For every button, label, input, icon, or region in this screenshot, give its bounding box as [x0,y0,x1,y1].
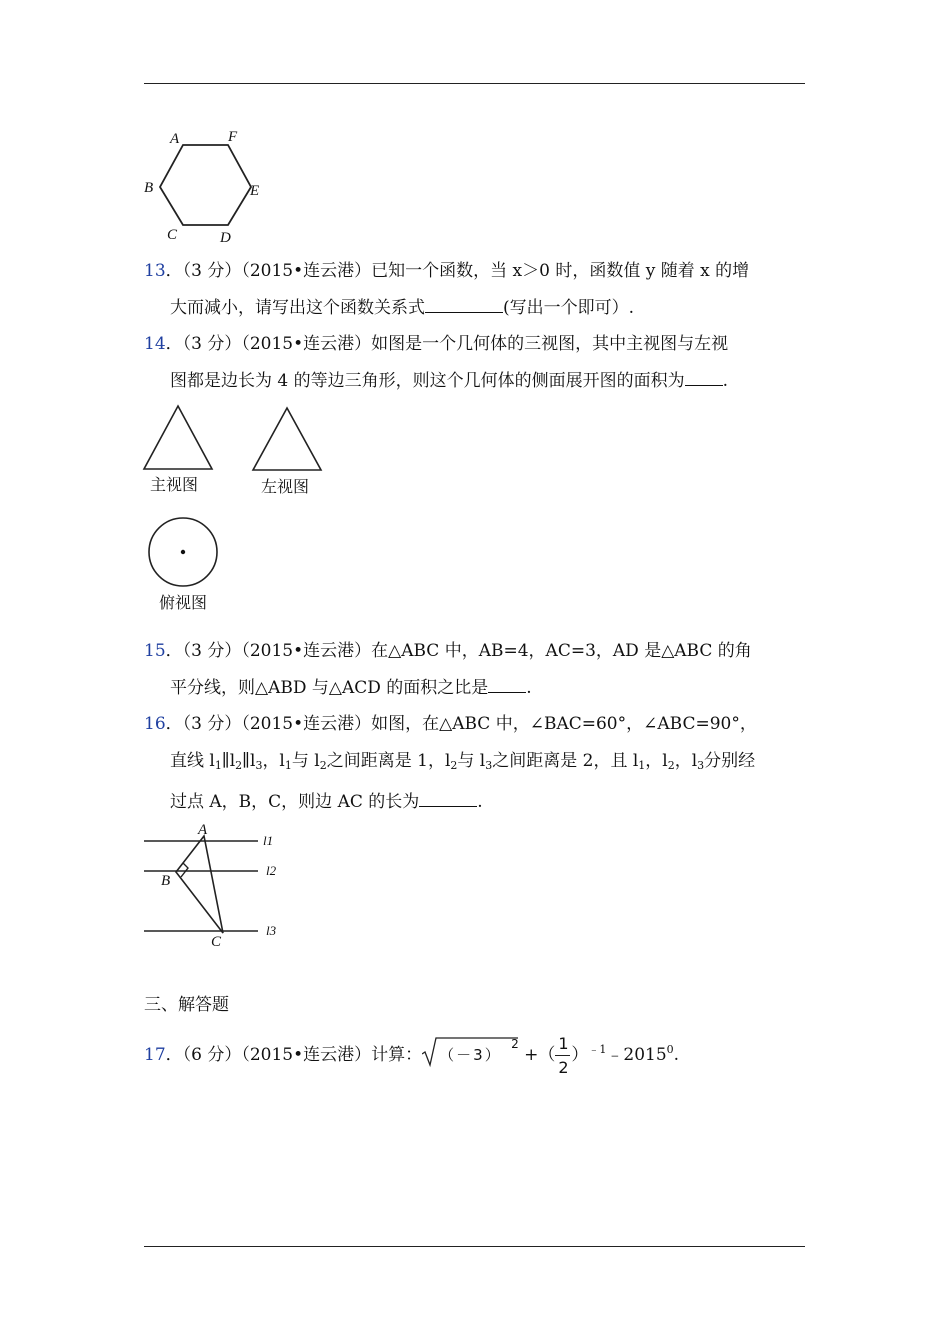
exponent: ﹣1 [588,1043,607,1056]
question-number: 13 [144,261,166,281]
sqrt-expression [422,1036,519,1073]
header-rule [144,83,805,84]
question-text: 过点 A，B，C，则边 AC 的长为 [170,792,420,812]
radicand: （－3） [439,1045,502,1064]
front-view-caption: 主视图 [150,475,199,494]
line-label-l2: l2 [266,863,277,878]
question-text: ） [571,1045,589,1065]
question-15 [144,633,808,707]
vertex-label-e: E [250,183,260,199]
vertex-label-d: D [220,230,231,246]
question-text: . [477,792,483,812]
footer-rule [144,1246,805,1247]
section-title: 三、解答题 [144,995,229,1015]
answer-blank [425,295,503,313]
top-view-center-dot [181,550,185,554]
parallel-lines-figure [140,820,290,955]
question-text: . [722,371,729,391]
vertex-label-c: C [167,227,178,243]
hexagon-figure [140,124,270,246]
question-text: ．（3 分）（2015•连云港）如图是一个几何体的三视图，其中主视图与左视 [165,334,729,354]
question-text: . [526,678,532,698]
question-text: (写出一个即可）. [503,298,635,318]
question-text: ．（3 分）（2015•连云港）如图，在△ABC 中，∠BAC=60°，∠ABC=90°， [165,714,757,734]
question-number: 15 [144,641,166,661]
question-text: . [673,1045,680,1065]
line-label-l3: l3 [266,923,277,938]
question-number: 14 [144,334,166,354]
fraction-denominator: 2 [558,1057,569,1077]
front-view-triangle [144,406,212,469]
question-16 [144,706,808,821]
left-view-caption: 左视图 [261,477,310,496]
fraction-numerator: 1 [558,1033,569,1053]
vertex-label-f: F [228,129,238,145]
point-label-b: B [161,873,171,889]
hexagon-shape [160,145,251,225]
question-17 [144,1033,808,1077]
answer-blank [488,675,526,693]
question-number: 17 [144,1045,166,1065]
line-label-l1: l1 [263,833,274,848]
question-14 [144,326,808,400]
vertex-label-a: A [170,131,180,147]
question-text: 直线 $l_1\parallel l_2\parallel l_3$，$l_1$与 $l_2$之间距离是 1，$l_2$与 $l_3$之间距离是 2，且 $l_1$，$l_2$，$l_3$分别经 [170,751,756,772]
question-text: 图都是边长为 4 的等边三角形，则这个几何体的侧面展开图的面积为 [170,371,685,391]
point-label-c: C [211,934,222,950]
question-number: 16 [144,714,166,734]
exponent: 0 [666,1043,674,1056]
point-label-a: A [198,822,208,838]
answer-blank [419,789,477,807]
question-text: ．（3 分）（2015•连云港）已知一个函数，当 x＞0 时，函数值 y 随着 x 的增 [165,261,750,281]
left-view-triangle [253,408,321,470]
fraction-bar [555,1055,570,1056]
triangle-abc [176,836,223,933]
question-text: 平分线，则△ABD 与△ACD 的面积之比是 [170,678,489,698]
three-views-figure [140,400,340,620]
question-text: ﹣2015 [606,1045,667,1065]
top-view-caption: 俯视图 [159,593,208,612]
question-text: ．（3 分）（2015•连云港）在△ABC 中，AB=4，AC=3，AD 是△ABC 的角 [165,641,752,661]
vertex-label-b: B [144,180,154,196]
question-text: ．（6 分）（2015•连云港）计算： [165,1045,423,1065]
radicand-exponent: 2 [511,1036,519,1051]
question-text: +（ [524,1045,556,1065]
answer-blank [685,368,723,386]
question-13 [144,253,808,327]
fraction [555,1033,571,1077]
question-text: 大而减小，请写出这个函数关系式 [170,298,425,318]
